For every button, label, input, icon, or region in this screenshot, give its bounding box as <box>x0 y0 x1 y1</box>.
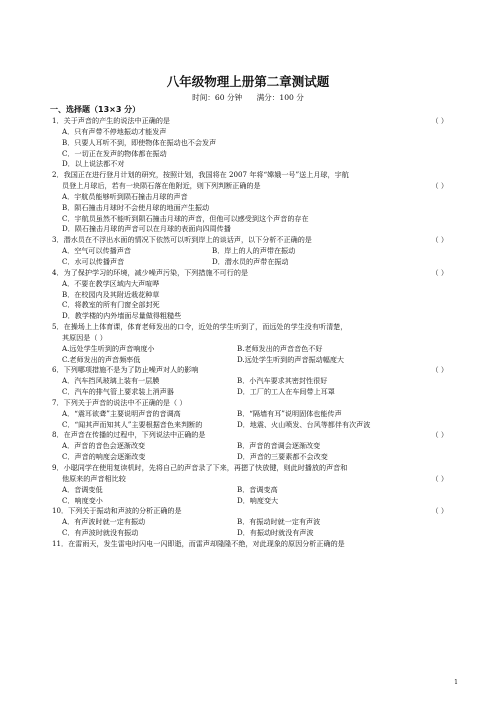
line-text: A．只有声带不停地振动才能发声 <box>62 126 167 136</box>
line-text: 11．在雷雨天，发生雷电时闪电一闪即逝，而雷声却隆隆不绝，对此现象的原因分析正确的是 <box>52 538 345 548</box>
exam-meta <box>0 92 496 103</box>
question-line <box>52 506 454 517</box>
line-text: B．在校园内及其附近栽花种草 <box>62 289 160 299</box>
option-left: A．音调变低 <box>62 484 103 494</box>
answer-option-line <box>52 257 454 268</box>
line-text: 4．为了保护学习的环境，减少噪声污染，下列措施不可行的是 <box>52 267 249 277</box>
option-right: D．地震、火山喷发、台风等都伴有次声波 <box>237 419 371 429</box>
question-lines <box>52 116 454 550</box>
line-text: 3．潜水员在不浮出水面的情况下依然可以听到岸上的谈话声，以下分析不正确的是 <box>52 235 312 245</box>
answer-option-line <box>52 528 454 539</box>
line-text: 员登上月球后，若有一块陨石落在他附近，则下列判断正确的是 <box>62 181 261 191</box>
option-left: C．汽车的排气管上要求装上消声器 <box>62 387 174 397</box>
answer-option-line <box>52 441 454 452</box>
option-right: D．潜水员的声带在振动 <box>212 256 289 266</box>
page-title: 八年级物理上册第二章测试题 <box>166 74 330 89</box>
line-text: 6．下列哪项措施不是为了防止噪声对人的影响 <box>52 365 199 375</box>
option-left: A．“震耳欲聋”主要说明声音的音调高 <box>62 408 181 418</box>
question-line <box>52 268 454 279</box>
answer-option-line <box>52 246 454 257</box>
answer-bracket: （ ） <box>431 235 448 245</box>
question-line <box>52 181 454 192</box>
answer-bracket: （ ） <box>431 430 448 440</box>
question-line <box>52 474 454 485</box>
question-line <box>52 116 454 127</box>
answer-option-line <box>52 290 454 301</box>
option-right: B．音调变高 <box>237 484 278 494</box>
question-line <box>52 333 454 344</box>
option-right: B．“隔墙有耳”说明固体也能传声 <box>237 408 342 418</box>
page-number: 1 <box>454 679 458 686</box>
line-text: 2．我国正在进行登月计划的研究，按照计划，我国将在 2007 年将“嫦娥一号”送上月球，宇航 <box>52 170 349 180</box>
option-left: C．响度变小 <box>62 495 103 505</box>
answer-bracket: （ ） <box>431 181 448 191</box>
answer-option-line <box>52 409 454 420</box>
answer-option-line <box>52 192 454 203</box>
line-text: 其原因是（ ） <box>62 332 107 342</box>
question-line <box>52 398 454 409</box>
line-text: 7．下列关于声音的说法中不正确的是（ ） <box>52 397 187 407</box>
answer-option-line <box>52 517 454 528</box>
line-text: B．陨石撞击月球时不会使月球的地面产生振动 <box>62 202 210 212</box>
answer-option-line <box>52 279 454 290</box>
option-left: A．汽车挡风玻璃上装有一层膜 <box>62 376 160 386</box>
option-right: D.远处学生听到的声音振动幅度大 <box>237 354 345 364</box>
option-right: B．岸上的人的声带在振动 <box>212 246 296 256</box>
question-line <box>52 463 454 474</box>
answer-option-line <box>52 300 454 311</box>
line-text: D．陨石撞击月球的声音可以在月球的表面向四周传播 <box>62 224 231 234</box>
option-right: B．小汽车要求其密封性很好 <box>237 376 328 386</box>
option-left: C．有声波时就没有振动 <box>62 528 139 538</box>
question-line <box>52 170 454 181</box>
option-left: C.老师发出的声音频率低 <box>62 354 141 364</box>
option-right: D．响度变大 <box>237 495 279 505</box>
answer-bracket: （ ） <box>431 267 448 277</box>
line-text: 1．关于声音的产生的说法中正确的是 <box>52 116 171 125</box>
line-text: B．只要人耳听不到，即使物体在振动也不会发声 <box>62 137 217 147</box>
line-text: A．不要在教学区域内大声喧哗 <box>62 278 160 288</box>
answer-bracket: （ ） <box>431 473 448 483</box>
question-line <box>52 365 454 376</box>
option-right: B．声音的音调会逐渐改变 <box>237 441 321 451</box>
answer-option-line <box>52 387 454 398</box>
answer-option-line <box>52 224 454 235</box>
answer-option-line <box>52 159 454 170</box>
answer-option-line <box>52 138 454 149</box>
option-right: B．有振动时就一定有声波 <box>237 517 321 527</box>
question-line <box>52 235 454 246</box>
option-left: A．声音的音色会逐渐改变 <box>62 441 146 451</box>
question-list <box>52 104 454 550</box>
option-left: C．声音的响度会逐渐改变 <box>62 452 146 462</box>
exam-time: 时间：60 分钟 <box>192 93 243 102</box>
section-heading: 一、选择题（13×3 分） <box>50 105 141 114</box>
line-text: C．将教室的所有门窗全部封死 <box>62 300 160 310</box>
question-line <box>52 430 454 441</box>
option-right: D．声音的三要素都不会改变 <box>237 452 328 462</box>
question-line <box>52 539 454 550</box>
answer-option-line <box>52 376 454 387</box>
line-text: D．教学楼的内外墙面尽量做得粗糙些 <box>62 311 182 321</box>
option-left: A．有声波时就一定有振动 <box>62 517 146 527</box>
line-text: C．宇航员虽然不能听到陨石撞击月球的声音，但他可以感受到这个声音的存在 <box>62 213 309 223</box>
option-left: A.远处学生听到的声音响度小 <box>62 343 155 353</box>
answer-option-line <box>52 344 454 355</box>
answer-option-line <box>52 420 454 431</box>
exam-score: 满分：100 分 <box>256 93 304 102</box>
option-right: B.老师发出的声音音色不好 <box>237 343 323 353</box>
answer-option-line <box>52 452 454 463</box>
line-text: 他原来的声音相比较 <box>62 473 126 483</box>
question-line <box>52 322 454 333</box>
answer-option-line <box>52 485 454 496</box>
answer-option-line <box>52 311 454 322</box>
answer-bracket: （ ） <box>431 116 448 125</box>
line-text: 9．小聪同学在使用复读机时，先将自己的声音录了下来，再摁了快放键，则此时播放的声音和 <box>52 463 348 472</box>
answer-bracket: （ ） <box>431 365 448 375</box>
option-right: D．工厂的工人在车间带上耳罩 <box>237 387 335 397</box>
answer-option-line <box>52 127 454 138</box>
answer-option-line <box>52 214 454 225</box>
option-left: A．空气可以传播声音 <box>62 246 131 256</box>
line-text: 10．下列关于振动和声波的分析正确的是 <box>52 506 182 516</box>
line-text: A．宇航员能够听到陨石撞击月球的声音 <box>62 191 188 201</box>
answer-option-line <box>52 149 454 160</box>
answer-bracket: （ ） <box>431 506 448 516</box>
answer-option-line <box>52 355 454 366</box>
answer-option-line <box>52 496 454 507</box>
line-text: D．以上说法都不对 <box>62 159 125 169</box>
option-left: C．水可以传播声音 <box>62 256 125 266</box>
line-text: 5．在操场上上体育课，体育老师发出的口令，近处的学生听到了，而远处的学生没有听清楚， <box>52 322 348 332</box>
option-left: C．“闻其声而知其人”主要根据音色来判断的 <box>62 419 203 429</box>
line-text: 8．在声音在传播的过程中，下列说法中正确的是 <box>52 430 206 440</box>
option-right: D．有振动时就没有声波 <box>237 528 314 538</box>
answer-option-line <box>52 203 454 214</box>
line-text: C．一切正在发声的物体都在振动 <box>62 148 167 158</box>
